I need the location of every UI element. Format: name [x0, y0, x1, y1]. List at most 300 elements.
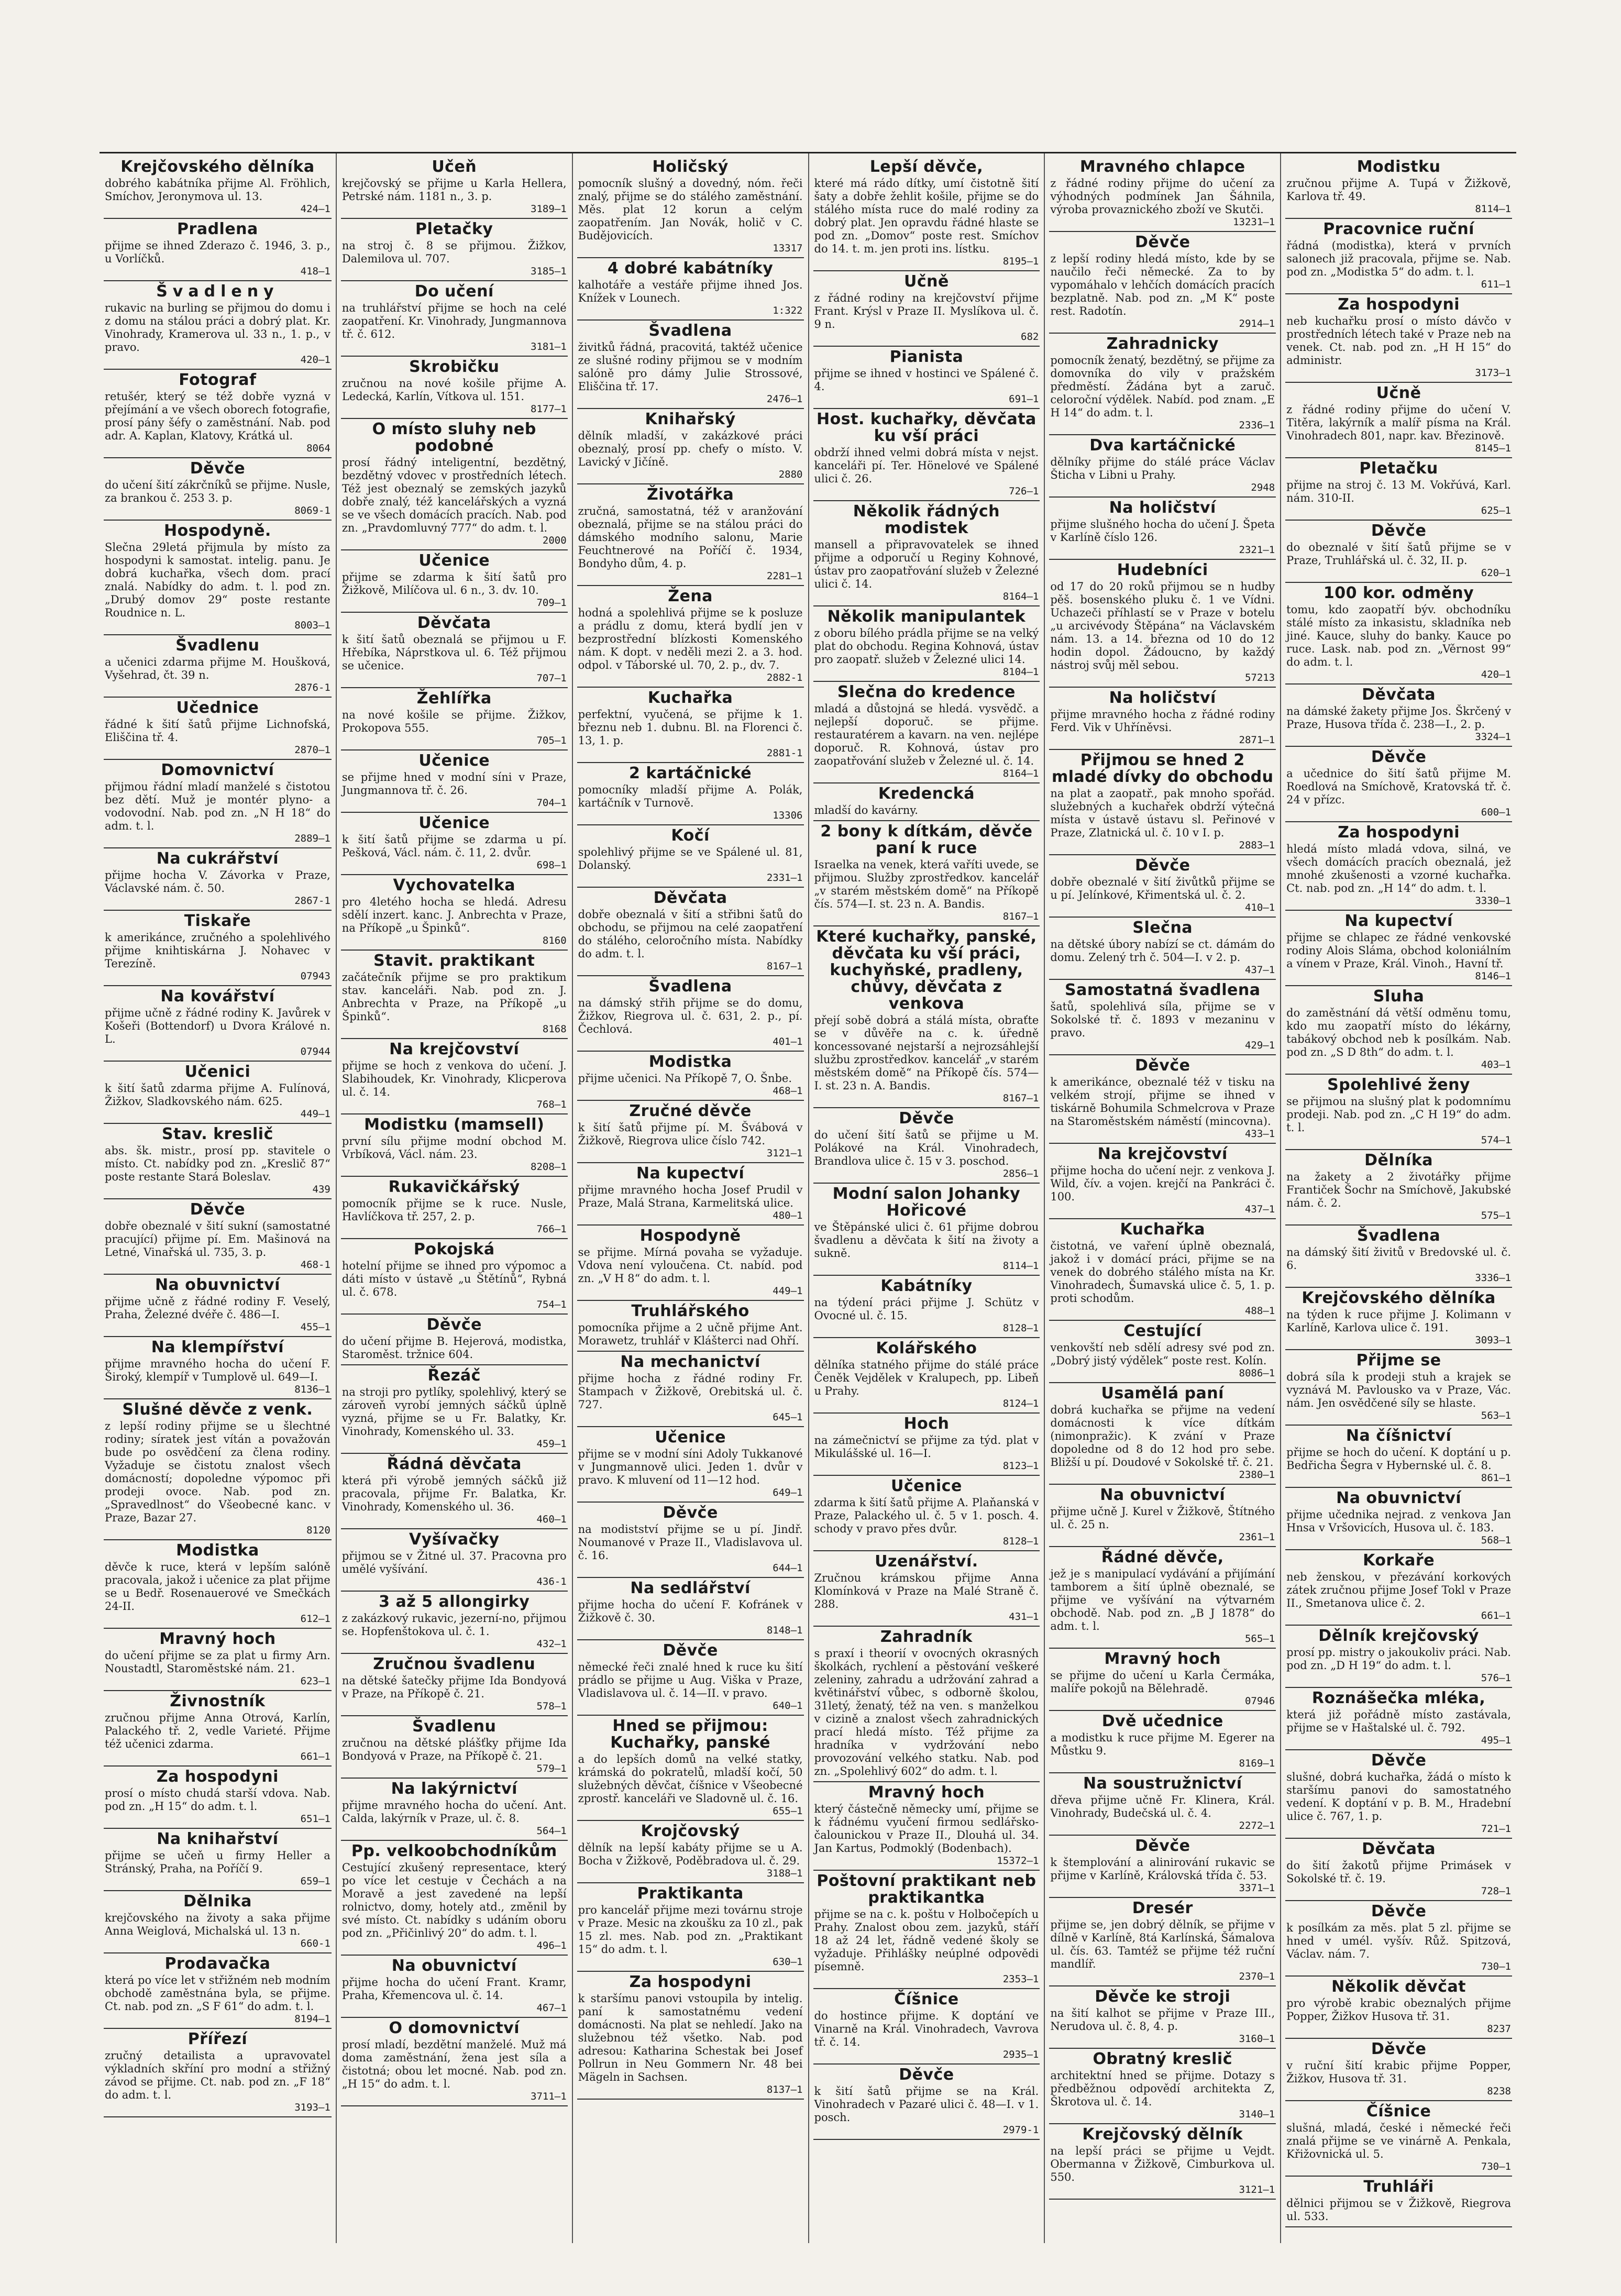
ad-text: mladá a důstojná se hledá. vysvědč. a nejlepší doporuč. se přijme. restauratérem a kavarn. na ven. nejlépe doporuč. R. Kohnová, ústav pro zaopatřování služeb v Železné ul. č. 14. — [814, 702, 1039, 767]
ad-text: prosí pp. mistry o jakoukoliv práci. Nab. pod zn. „D H 19“ do adm. t. l. — [1286, 1646, 1511, 1672]
ad-text: k šití šatů přijme se na Král. Vinohradech v Pazaré ulici č. 48—I. v 1. posch. — [814, 2085, 1039, 2124]
classified-ad — [1285, 1426, 1512, 1488]
ad-title: 2 bony k dítkám, děvče paní k ruce — [820, 822, 1033, 857]
ad-text: které má rádo dítky, umí čistotně šití šaty a dobře žehlit košile, přijme se do stálého místa ruce do malé rodiny za dobrý plat. Jen opravdu řádné hlaste se pod zn. „Domov“ poste rest. Smíchov do 14. t. m. jen proti ins. lístku. — [814, 177, 1039, 255]
ad-title: Děvče — [1135, 1056, 1190, 1075]
ad-text: neb ženskou, v přezávání korkových zátek zručnou přijme Josef Tokl v Praze II., Smetanova ulice č. 2. — [1286, 1571, 1511, 1609]
classified-ad — [1049, 435, 1276, 498]
classified-ad — [577, 1883, 804, 1972]
ad-title: Prodavačka — [164, 1955, 271, 1973]
ad-text: na dámský střih přijme se do domu, Žižkov, Riegrova ul. č. 631, 2. p., pí. Čechlová. — [578, 997, 803, 1035]
ad-title: Pradlena — [177, 220, 258, 238]
classified-ad — [341, 1177, 568, 1239]
ad-title: Stavit. praktikant — [373, 952, 535, 970]
ad-title: Skrobičku — [409, 358, 500, 376]
classified-ad — [1049, 1547, 1276, 1649]
classified-ad — [577, 258, 804, 321]
classified-ad — [1049, 918, 1276, 980]
ad-text: na dámský šití živitů v Bredovské ul. č. 6. — [1286, 1246, 1511, 1272]
ad-reference-number: 3330—1 — [1475, 895, 1511, 907]
classified-ad — [1049, 1898, 1276, 1986]
ad-title: Do učení — [414, 282, 494, 301]
ad-title: Na lakýrnictví — [391, 1780, 517, 1798]
ad-text: jež je s manipulací vydávání a přijímání tamborem a šití úplně obeznalé, se přijme ve vyšívání na výtvarném obchodě. Nab. pod zn. „B J 1878“ do adm. t. l. — [1050, 1568, 1275, 1632]
ad-reference-number: 564—1 — [536, 1825, 567, 1837]
ad-text: zdarma k šití šatů přijme A. Plaňanská v Praze, Palackého ul. č. 5 v 1. posch. 4. schody v pravo přes dvůr. — [814, 1496, 1039, 1535]
ad-text: na týdení práci přijme J. Schütz v Ovocné ul. č. 15. — [814, 1296, 1039, 1322]
ad-title: Děvče ke stroji — [1095, 1988, 1231, 2006]
ad-text: do učení přijme B. Hejerová, modistka, Staroměst. tržnice 604. — [341, 1335, 567, 1361]
classified-ad — [104, 1953, 332, 2029]
ad-title: Děvčata — [1362, 1840, 1436, 1858]
ad-title: Pokojská — [413, 1240, 495, 1259]
ad-reference-number: 8194—1 — [294, 2013, 330, 2025]
classified-ad — [577, 763, 804, 825]
classified-ad — [577, 484, 804, 586]
classified-ad — [1285, 685, 1512, 747]
ad-title: Cestující — [1123, 1322, 1202, 1340]
ad-text: přijme na stroj č. 13 M. Vokřúvá, Karl. nám. 310-II. — [1286, 479, 1511, 504]
classified-ad — [1049, 334, 1276, 435]
ad-title: Lepší děvče, — [869, 158, 984, 176]
ad-reference-number: 431—1 — [1009, 1611, 1039, 1622]
ad-reference-number: 488—1 — [1244, 1305, 1275, 1317]
ad-reference-number: 623—1 — [300, 1675, 330, 1687]
ad-title: Žehlířka — [416, 689, 492, 708]
ad-text: se přijmou na slušný plat k podomnímu prodeji. Nab. pod zn. „C H 19“ do adm. t. l. — [1286, 1095, 1511, 1134]
classified-ad — [104, 1337, 332, 1399]
ad-title: Uzenářství. — [875, 1552, 978, 1571]
ad-text: šatů, spolehlivá síla, přijme se v Sokolské tř. č. 1893 v mezaninu v pravo. — [1050, 1000, 1275, 1039]
classified-ad — [341, 1454, 568, 1529]
ad-reference-number: 3121—1 — [766, 1147, 803, 1159]
ad-title: Děvče — [1371, 1902, 1427, 1920]
ad-title: Děvče — [1371, 2040, 1427, 2058]
ad-text: přijme se hoch do učení. K doptání u p. Bedřicha Šegra v Hybernské ul. č. 8. — [1286, 1446, 1511, 1472]
ad-title: Slečna — [1132, 919, 1193, 937]
classified-ad — [104, 1767, 332, 1829]
classified-ad — [104, 370, 332, 458]
classified-ad — [341, 1114, 568, 1177]
classified-ad — [341, 813, 568, 875]
ad-title: Host. kuchařky, děvčata ku vší práci — [817, 410, 1036, 445]
classified-ad — [577, 1503, 804, 1578]
classified-ad — [1049, 2124, 1276, 2200]
classified-ad — [813, 1989, 1040, 2065]
ad-text: který částečně německy umí, přijme se k řádnému vyučení firmou sedlářsko-čalounickou v Praze II., Dlouhá ul. 34. Jan Kartus, Podmoklý (Bodenbach). — [814, 1803, 1039, 1855]
classified-ad — [813, 1551, 1040, 1627]
ad-reference-number: 13317 — [773, 242, 803, 254]
ad-reference-number: 8114—1 — [1475, 203, 1511, 215]
ad-title: Hudebníci — [1117, 561, 1208, 579]
ad-reference-number: 2336—1 — [1239, 420, 1275, 431]
ad-text: k amerikánce, zručného a spolehlivého přijme knihtiskárna J. Nohavec v Terezíně. — [105, 931, 330, 970]
ad-reference-number: 563—1 — [1481, 1410, 1511, 1421]
ad-reference-number: 468—1 — [773, 1085, 803, 1097]
ad-text: z řádné rodiny přijme do učení V. Titěra, lakýrník a malíř písma na Král. Vinohradech 801, napr. kav. Březinově. — [1286, 403, 1511, 442]
classified-ad — [104, 1891, 332, 1953]
ad-title: Učeň — [432, 158, 477, 176]
classified-ad — [813, 1782, 1040, 1871]
classified-ad — [577, 586, 804, 688]
classified-ad — [1049, 1383, 1276, 1485]
ad-text: krejčovského na životy a saka přijme Anna Weiglová, Michalská ul. 13 n. — [105, 1912, 330, 1937]
ad-text: ve Štěpánské ulici č. 61 přijme dobrou švadlenu a děvčata k šití na životy a sukně. — [814, 1221, 1039, 1260]
ad-reference-number: 8167—1 — [1002, 911, 1039, 922]
ad-text: a učenici zdarma přijme M. Houšková, Vyšehrad, čt. 39 n. — [105, 656, 330, 681]
ad-title: Vyšívačky — [409, 1530, 500, 1549]
ad-text: přijme se, jen dobrý dělník, se přijme v dílně v Karlíně, 8tá Karlínská, Šámalova ul. čís. 63. Tamtéž se přijme též ruční mandlíř. — [1050, 1918, 1275, 1970]
classified-ad — [104, 1691, 332, 1767]
ad-title: Švadlena — [1357, 1227, 1441, 1245]
classified-ad — [1285, 822, 1512, 911]
classified-ad — [1049, 688, 1276, 750]
ad-reference-number: 449—1 — [773, 1285, 803, 1297]
ad-reference-number: 8128—1 — [1002, 1536, 1039, 1547]
ad-reference-number: 8086—1 — [1239, 1367, 1275, 1379]
ad-title: Na knihařství — [157, 1830, 279, 1848]
ad-title: Učně — [1376, 384, 1421, 402]
ad-title: O domovnictví — [389, 2019, 520, 2037]
ad-title: Několik manipulantek — [827, 608, 1026, 626]
classified-ad — [341, 1315, 568, 1365]
ad-reference-number: 3371—1 — [1239, 1882, 1275, 1894]
ad-title: Děvče — [190, 459, 246, 478]
ad-reference-number: 432—1 — [536, 1638, 567, 1650]
ad-title: Krejčovský dělník — [1082, 2125, 1243, 2144]
ad-reference-number: 8168 — [542, 1023, 567, 1035]
ad-reference-number: 2948 — [1251, 482, 1275, 493]
ad-reference-number: 8003—1 — [294, 620, 330, 631]
ad-reference-number: 612—1 — [300, 1613, 330, 1625]
classified-ad — [1049, 1986, 1276, 2049]
ad-reference-number: 410—1 — [1244, 902, 1275, 913]
ad-title: Švadlena — [648, 977, 732, 996]
ad-text: a učednice do šití šatů přijme M. Roedlová na Smíchově, Kratovská tř. č. 24 v přízc. — [1286, 767, 1511, 806]
ad-title: Na kovářství — [160, 987, 275, 1006]
classified-ad — [341, 613, 568, 688]
ad-text: k šití šatů obeznalá se přijmou u F. Hřebíka, Náprstkova ul. 6. Též přijmou se učenice. — [341, 633, 567, 672]
classified-ad — [104, 157, 332, 219]
ad-title: Kuchařka — [647, 689, 733, 707]
ad-title: Na obuvnictví — [1336, 1489, 1462, 1507]
ad-title: Děvče — [1135, 856, 1190, 875]
ad-text: přijmou se v Žitné ul. 37. Pracovna pro umělé vyšívání. — [341, 1550, 567, 1575]
ad-text: dobrého kabátníka přijme Al. Fröhlich, Smíchov, Jeronymova ul. 13. — [105, 177, 330, 203]
classified-ad — [1049, 1144, 1276, 1219]
classified-ad — [1285, 1977, 1512, 2039]
classified-ad — [1285, 1288, 1512, 1350]
classified-ad — [577, 1427, 804, 1503]
ad-title: Na kupectví — [636, 1164, 745, 1183]
ad-reference-number: 57213 — [1244, 672, 1275, 683]
ad-title: Přijme se — [1356, 1351, 1441, 1370]
ad-text: zručnou přijme Anna Otrová, Karlín, Palackého tř. 2, vedle Varieté. Přijme též učenici zdarma. — [105, 1712, 330, 1750]
ad-text: přijme se hoch z venkova do učení. J. Slabihoudek, Kr. Vinohrady, Klicperova ul. č. 14. — [341, 1059, 567, 1098]
ad-title: Zručnou švadlenu — [373, 1655, 536, 1673]
ad-text: perfektní, vyučená, se přijme k 1. březnu neb 1. dubnu. Bl. na Florenci č. 13, 1. p. — [578, 708, 803, 747]
ad-text: k posílkám za měs. plat 5 zl. přijme se hned v umél. vyšív. Růž. Spitzová, Václav. nám. 7. — [1286, 1922, 1511, 1960]
classified-ad — [1285, 583, 1512, 685]
classified-ad — [1049, 1711, 1276, 1773]
classified-ad — [577, 157, 804, 258]
ad-text: přejí sobě dobrá a stálá místa, obraťte se v důvěře na c. k. úředně koncessované nejstarší a nejrozsáhlejší službu zprostředkov. kancelář „v starém městském domě“ na Příkopě čís. 574—I. st. 23 n. A. Bandis. — [814, 1014, 1039, 1092]
classified-ad — [1285, 219, 1512, 294]
ad-reference-number: 2881-1 — [766, 747, 803, 759]
classified-ad — [1049, 1055, 1276, 1144]
ad-text: obdrží ihned velmi dobrá místa v nejst. kanceláři pí. Ter. Hönelové ve Spálené ulici č. 26. — [814, 446, 1039, 485]
ad-title: Modistku (mamsell) — [364, 1116, 545, 1134]
ad-reference-number: 433—1 — [1244, 1128, 1275, 1140]
classified-ad — [1049, 1219, 1276, 1321]
ad-title: Roznášečka mléka, — [1311, 1689, 1486, 1707]
ad-title: Krejčovského dělníka — [1302, 1289, 1496, 1307]
ad-text: se přijme do učení u Karla Čermáka, malíře pokojů na Bělehradě. — [1050, 1669, 1275, 1695]
ad-reference-number: 2361—1 — [1239, 1531, 1275, 1543]
ad-text: přijme se zdarma k šití šatů pro Žižkově, Milíčova ul. 6 n., 3. dv. 10. — [341, 571, 567, 597]
classified-ad — [341, 688, 568, 750]
ad-reference-number: 3336—1 — [1475, 1272, 1511, 1284]
classified-ad — [1285, 1150, 1512, 1226]
classified-ad — [341, 750, 568, 813]
classified-ad — [813, 1108, 1040, 1184]
ad-reference-number: 3160—1 — [1239, 2033, 1275, 2045]
ad-reference-number: 2871—1 — [1239, 734, 1275, 746]
classified-ad — [1049, 560, 1276, 688]
ad-reference-number: 8167—1 — [1002, 1092, 1039, 1104]
ad-reference-number: 766—1 — [536, 1223, 567, 1235]
ad-text: na modistství přijme se u pí. Jindř. Noumanové v Praze II., Vladislavova ul. č. 16. — [578, 1523, 803, 1562]
classified-ad — [1285, 157, 1512, 219]
classified-ad — [1285, 911, 1512, 986]
ad-reference-number: 2883—1 — [1239, 840, 1275, 851]
ad-reference-number: 3140—1 — [1239, 2109, 1275, 2120]
ad-text: přijme se na c. k. poštu v Holbočepích u Prahy. Znalost obou zem. jazyků, stáří 18 až 24 let, řádně vedené školy se vyžaduje. Přihlášky neúplné odpovědi písemně. — [814, 1908, 1039, 1973]
ad-text: se přijme. Mírná povaha se vyžaduje. Vdova není vyloučena. Ct. nabíd. pod zn. „V H 8“ do adm. t. l. — [578, 1246, 803, 1285]
classified-ad — [813, 347, 1040, 409]
ad-reference-number: 651—1 — [300, 1813, 330, 1825]
classified-ad — [104, 2029, 332, 2117]
ad-title: Učenice — [418, 814, 490, 832]
ad-text: řádná (modistka), která v prvních salonech již pracovala, přijme se. Nab. pod zn. „Modistka 5“ do adm. t. l. — [1286, 239, 1511, 278]
ad-title: Mravný hoch — [159, 1630, 276, 1648]
classified-ad — [577, 1052, 804, 1101]
ad-text: mansell a připravovatelek se ihned přijme a odporučí u Reginy Kohnové, ústav pro zaopatřování služeb v Železné ulici č. 14. — [814, 538, 1039, 590]
ad-reference-number: 467—1 — [536, 2002, 567, 2014]
classified-ad — [1285, 747, 1512, 822]
column-2 — [336, 153, 572, 2243]
classified-ad — [104, 1629, 332, 1691]
ad-reference-number: 460—1 — [536, 1514, 567, 1525]
ad-text: na šití kalhot se přijme v Praze III., Nerudova ul. č. 8, 4. p. — [1050, 2007, 1275, 2033]
classified-ad — [813, 606, 1040, 682]
classified-ad — [1049, 1321, 1276, 1383]
ad-title: Pp. velkoobchodníkům — [351, 1842, 557, 1860]
ad-reference-number: 436-1 — [536, 1576, 567, 1587]
ad-title: Modistku — [1357, 158, 1441, 176]
ad-reference-number: 644—1 — [773, 1562, 803, 1574]
ad-title: Číšnice — [1366, 2102, 1431, 2121]
classified-ad — [341, 1365, 568, 1454]
ad-text: k staršímu panovi vstoupila by intelig. paní k samostatnému vedení domácnosti. Na plat se nehledí. Jako na služebnou též všetko. Nab. pod adresou: Katharina Schestak bei Josef Pollrun in Neu Gommern Nr. 48 bei Mägeln in Sachsen. — [578, 1992, 803, 2083]
ad-reference-number: 730—1 — [1481, 1961, 1511, 1972]
ad-text: kalhotáře a vestáře přijme ihned Jos. Knížek v Lounech. — [578, 279, 803, 304]
classified-ad — [813, 926, 1040, 1108]
ad-reference-number: 8145—1 — [1475, 443, 1511, 454]
ad-title: Učenice — [418, 752, 490, 770]
ad-title: Několik řádných modistek — [853, 502, 1000, 537]
ad-title: Dělníka — [1364, 1151, 1433, 1169]
classified-ad — [1285, 2101, 1512, 2177]
ad-reference-number: 8146—1 — [1475, 970, 1511, 982]
ad-text: řádné k šití šatů přijme Lichnofská, Eliščina tř. 4. — [105, 718, 330, 744]
ad-text: spolehlivý přijme se ve Spálené ul. 81, Dolanský. — [578, 846, 803, 871]
ad-title: Usamělá paní — [1101, 1384, 1224, 1403]
ad-text: z zakázkový rukavic, jezerní-no, přijmou se. Hopfenštokova ul. č. 1. — [341, 1612, 567, 1638]
ad-text: a do lepších domů na velké statky, krámská do pokratelů, mladší kočí, 50 služebných děvčat, číšnice v Všeobecné zprostř. kanceláři ve Sladovně ul. č. 16. — [578, 1753, 803, 1805]
classified-ad — [104, 1829, 332, 1891]
ad-reference-number: 468-1 — [300, 1259, 330, 1271]
ad-text: Cestující zkušený representace, který po více let cestuje v Čechách a na Moravě a jest zavedené na lepší rolnictvo, domy, hotely atd., změnil by své místo. Ct. nabídky s udáním oboru pod zn. „Přičinlivý 20“ do adm. t. l. — [341, 1861, 567, 1939]
classified-columns — [100, 152, 1516, 2243]
ad-reference-number: 726—1 — [1009, 485, 1039, 497]
ad-text: na dětské šatečky přijme Ida Bondyová v Praze, na Příkopě č. 21. — [341, 1674, 567, 1700]
ad-title: Děvčata — [653, 889, 727, 907]
ad-text: zručný detailista a upravovatel výkladních skříní pro modní a střižný závod se přijme. Ct. nab. pod zn. „F 18“ do adm. t. l. — [105, 2049, 330, 2101]
ad-title: Živnostník — [170, 1692, 266, 1710]
ad-reference-number: 401—1 — [773, 1036, 803, 1047]
ad-text: hotelní přijme se ihned pro výpomoc a dáti místo v ústavě „u Štětínů“, Rybná ul. č. 678. — [341, 1260, 567, 1298]
classified-ad — [104, 1062, 332, 1124]
ad-text: k štemplování a alinirování rukavic se přijme v Karlíně, Královská třída č. 53. — [1050, 1856, 1275, 1882]
classified-ad — [1285, 1350, 1512, 1426]
classified-ad — [577, 976, 804, 1052]
ad-text: slušné, dobrá kuchařka, žádá o místo k staršímu panovi do samostatného vedení. K doptání v p. B. M., Hradební ulice č. 767, 1. p. — [1286, 1771, 1511, 1823]
ad-text: se přijme hned v modní síni v Praze, Jungmannova tř. č. 26. — [341, 771, 567, 797]
ad-text: slušná, mladá, české i německé řeči znalá přijme se ve vinárně A. Penkala, Křižovnická ul. 5. — [1286, 2122, 1511, 2160]
classified-ad — [104, 986, 332, 1062]
classified-ad — [341, 281, 568, 357]
ad-title: Na soustružnictví — [1083, 1774, 1242, 1793]
ad-reference-number: 655—1 — [773, 1805, 803, 1817]
ad-text: pro výrobě krabic obeznalých přijme Popper, Žižkov Husova tř. 31. — [1286, 1997, 1511, 2023]
ad-text: venkovští neb sdělí adresy své pod zn. „Dobrý jistý výdělek“ poste rest. Kolín. — [1050, 1341, 1275, 1367]
ad-text: s praxí i theorií v ovocných okrasných školkách, rychlení a pěstování veškeré zeleniny, zahradu a udržování zahrad a květinářství vůbec, s odborně školou, 31letý, ženatý, též na ven. s manželkou v cizině a znalost všech zahradnických prací hledá místo. Též přijme za hradníka v vydržování nebo provozování velkého statku. Nab. pod zn. „Spolehlivý 602“ do adm. t. l. — [814, 1647, 1039, 1778]
ad-title: Zahradnicky — [1106, 335, 1219, 353]
ad-text: prosí mladí, bezdětní manželé. Muž má doma zaměstnání, žena jest síla a čistotná; obou let mocné. Nab. pod zn. „H 15“ do adm. t. l. — [341, 2038, 567, 2090]
classified-ad — [1285, 986, 1512, 1075]
ad-reference-number: 403—1 — [1481, 1059, 1511, 1070]
ad-text: pro 4letého hocha se hledá. Adresu sdělí inzert. kanc. J. Anbrechta v Praze, na Příkopě „u Špinků“. — [341, 896, 567, 934]
ad-text: pomocníka přijme a 2 učně přijme Ant. Morawetz, truhlář v Klášterci nad Ohří. — [578, 1321, 803, 1347]
ad-text: prosí o místo chudá starší vdova. Nab. pod zn. „H 15“ do adm. t. l. — [105, 1787, 330, 1813]
ad-reference-number: 480—1 — [773, 1210, 803, 1221]
ad-text: dřeva přijme učně Fr. Klinera, Král. Vinohrady, Budečská ul. č. 4. — [1050, 1794, 1275, 1819]
ad-text: na stroj č. 8 se přijmou. Žižkov, Dalemilova ul. 707. — [341, 239, 567, 265]
ad-reference-number: 2321—1 — [1239, 544, 1275, 556]
classified-ad — [577, 1163, 804, 1226]
ad-title: Modní salon Johanky Hořicové — [832, 1185, 1021, 1220]
ad-title: 4 dobré kabátníky — [607, 259, 774, 278]
ad-title: Učně — [903, 272, 949, 291]
ad-text: německé řeči znalé hned k ruce ku šití prádlo se přijme u Aug. Viška v Praze, Vladislavova ul. č. 14—II. v pravo. — [578, 1661, 803, 1699]
classified-ad — [577, 1352, 804, 1427]
classified-ad — [1049, 1485, 1276, 1547]
ad-text: dobře obeznalé v šití sukní (samostatné pracující) přijme pí. Em. Mašinová na Letné, Vinařská ul. 735, 3. p. — [105, 1220, 330, 1259]
ad-title: Kuchařka — [1120, 1220, 1205, 1239]
ad-reference-number: 459—1 — [536, 1438, 567, 1450]
ad-reference-number: 8069-1 — [294, 505, 330, 516]
ad-text: a modistku k ruce přijme M. Egerer na Můstku 9. — [1050, 1731, 1275, 1757]
column-4 — [808, 153, 1044, 2243]
ad-text: do učení šití zákrčníků se přijme. Nusle, za brankou č. 253 3. p. — [105, 479, 330, 504]
ad-title: Hned se přijmou: Kuchařky, panské — [610, 1717, 770, 1752]
ad-text: do zaměstnání dá větší odměnu tomu, kdo mu zaopatří místo do lékárny, tabákový obchod neb k posílkám. Nab. pod zn. „S D 8th“ do adm. t. l. — [1286, 1007, 1511, 1058]
ad-title: Dresér — [1132, 1899, 1193, 1917]
ad-reference-number: 8164—1 — [1002, 768, 1039, 779]
ad-text: přijme učně z řádné rodiny F. Veselý, Praha, Železné dvéře č. 486—I. — [105, 1295, 330, 1321]
ad-text: zručnou na dětské plášťky přijme Ida Bondyová v Praze, na Příkopě č. 21. — [341, 1737, 567, 1762]
classified-ad — [341, 2018, 568, 2106]
ad-text: pomocníky mladší přijme A. Polák, kartáčník v Turnově. — [578, 783, 803, 809]
classified-ad — [577, 1821, 804, 1883]
ad-title: Za hospodyni — [156, 1768, 279, 1786]
ad-reference-number: 420—1 — [1481, 669, 1511, 680]
ad-reference-number: 8177—1 — [531, 403, 567, 415]
classified-ad — [104, 1124, 332, 1199]
ad-reference-number: 3188—1 — [766, 1868, 803, 1879]
classified-ad — [341, 357, 568, 419]
ad-text: přijme se ihned Zderazo č. 1946, 3. p., u Vorlíčků. — [105, 239, 330, 265]
ad-title: Švadlenu — [175, 636, 260, 655]
ad-text: na truhlářství přijme se hoch na celé zaopatření. Kr. Vinohrady, Jungmannova tř. č. 612. — [341, 302, 567, 340]
ad-title: Za hospodyni — [629, 1973, 752, 1991]
classified-ad — [813, 409, 1040, 501]
ad-text: děvče k ruce, která v lepším salóně pracovala, jakož i učenice za plat přijme se u Bedř. Rosenauerové ve Smečkách 24-II. — [105, 1561, 330, 1613]
classified-ad — [341, 951, 568, 1039]
classified-ad — [341, 1529, 568, 1592]
ad-text: přijme učednika nejrad. z venkova Jan Hnsa v Vršovicích, Husova ul. č. 183. — [1286, 1508, 1511, 1534]
ad-title: Děvčata — [417, 614, 491, 632]
ad-title: Sluha — [1373, 987, 1425, 1006]
classified-ad — [1285, 1550, 1512, 1626]
ad-reference-number: 3189—1 — [531, 203, 567, 215]
ad-title: Stav. kreslič — [161, 1125, 273, 1143]
classified-ad — [1285, 2039, 1512, 2101]
ad-reference-number: 2272—1 — [1239, 1820, 1275, 1831]
ad-text: na plat a zaopatř., pak mnoho spořád. služebných a kuchařek obdrží výtečná místa v ústavě ústavu sl. Peřinové v Praze, Zlatnická ul. č. 10 v I. p. — [1050, 787, 1275, 839]
ad-reference-number: 3185—1 — [531, 266, 567, 277]
ad-title: Praktikanta — [637, 1884, 744, 1903]
ad-text: dělník mladší, v zakázkové práci obeznalý, prosí pp. chefy o místo. V. Lavický v Jičíně. — [578, 429, 803, 468]
classified-ad — [813, 1871, 1040, 1989]
classified-ad — [1285, 294, 1512, 383]
ad-title: Slušné děvče z venk. — [122, 1400, 313, 1419]
ad-title: Krojčovský — [641, 1822, 740, 1840]
ad-text: hledá místo mladá vdova, silná, ve všech domácích pracích obeznalá, jež mnohé zkušenosti a vzorné kuchařka. Ct. nab. pod zn. „H 14“ do adm. t. l. — [1286, 843, 1511, 895]
ad-text: přijme učenici. Na Příkopě 7, O. Šnbe. — [578, 1072, 792, 1085]
column-3 — [572, 153, 808, 2243]
ad-title: Samostatná švadlena — [1065, 981, 1261, 999]
column-5 — [1044, 153, 1280, 2243]
ad-title: Děvče — [1371, 522, 1427, 540]
column-6 — [1280, 153, 1516, 2243]
ad-reference-number: 704—1 — [536, 797, 567, 809]
ad-title: Pracovnice ruční — [1323, 220, 1474, 238]
ad-text: dobře obeznalé v šití živůtků přijme se u pí. Jelínkové, Křimentská ul. č. 2. — [1050, 876, 1275, 901]
ad-title: Fotograf — [179, 371, 257, 389]
ad-title: Švadlenu — [412, 1717, 497, 1736]
